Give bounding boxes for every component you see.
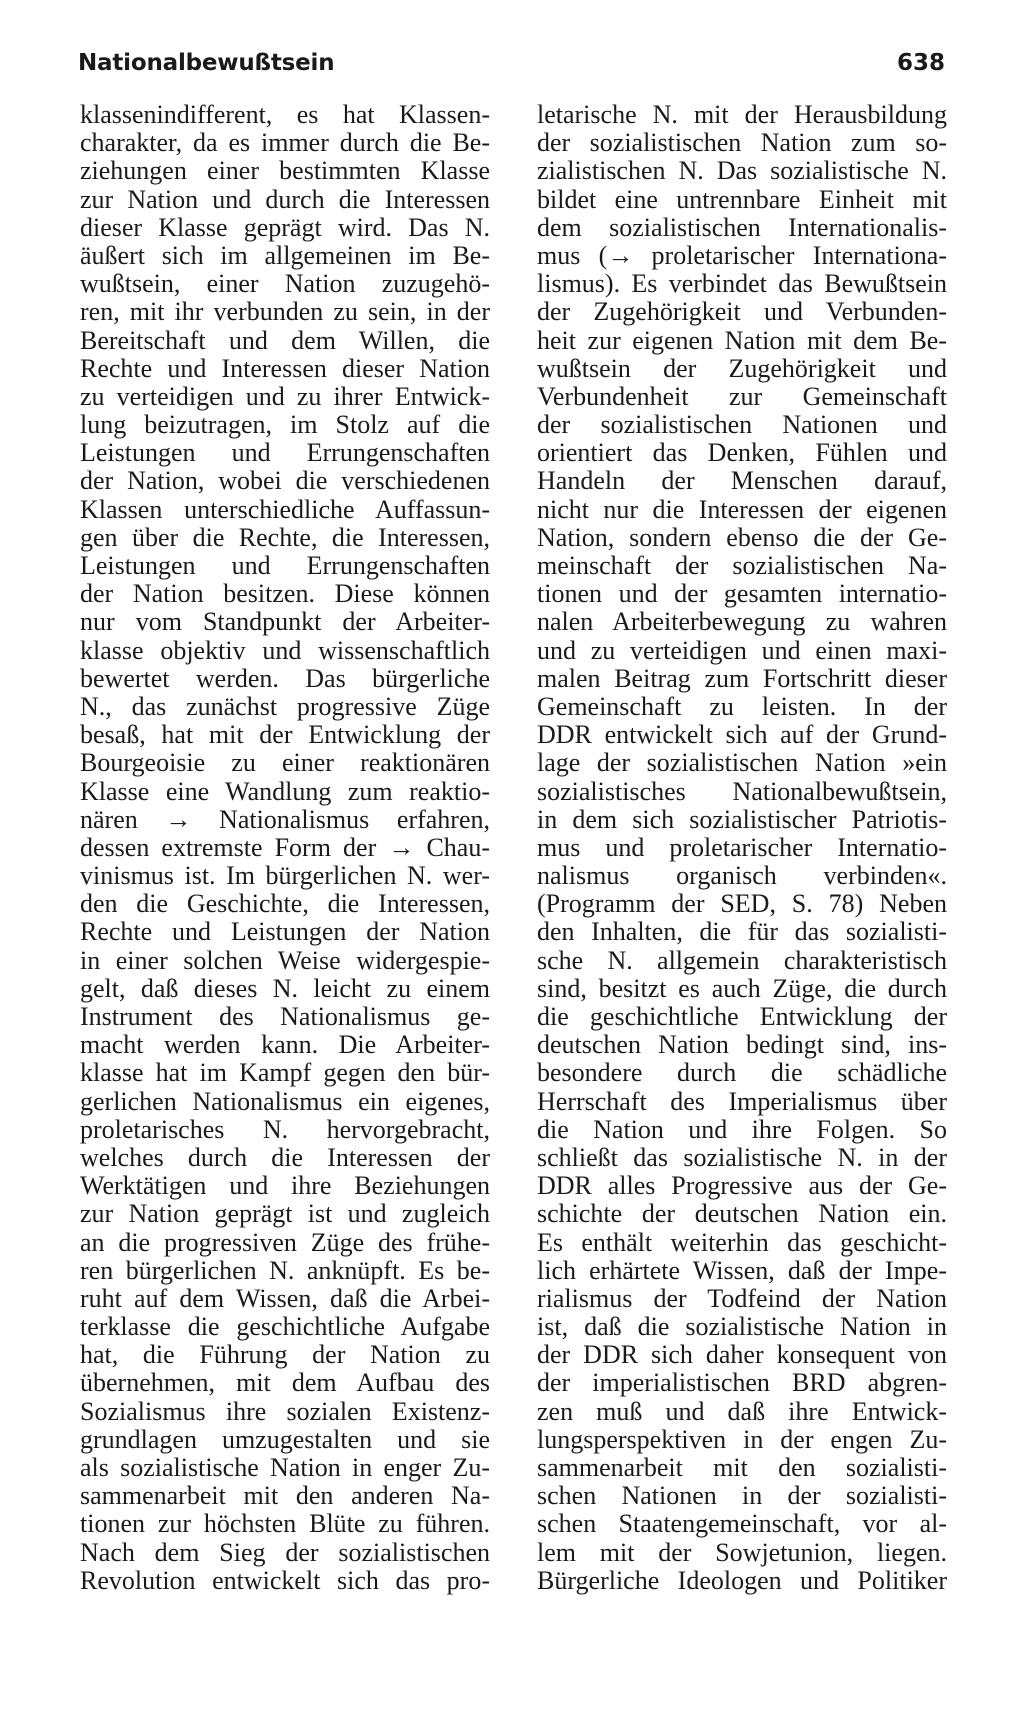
text-line: charakter, da es immer durch die Be- (80, 128, 490, 158)
text-line: besondere durch die schädliche (537, 1058, 947, 1088)
text-line: bewertet werden. Das bürgerliche (80, 663, 490, 693)
text-line: dessen extremste Form der → Chau- (80, 832, 490, 862)
text-line: Klasse eine Wandlung zum reaktio- (80, 776, 490, 806)
text-line: zur Nation geprägt ist und zugleich (80, 1199, 490, 1229)
text-line: ren bürgerlichen N. anknüpft. Es be- (80, 1255, 490, 1285)
text-line: zur Nation und durch die Interessen (80, 184, 490, 214)
text-line: äußert sich im allgemeinen im Be- (80, 240, 490, 270)
text-line: nären → Nationalismus erfahren, (80, 804, 490, 834)
text-line: (Programm der SED, S. 78) Neben (537, 889, 947, 919)
text-line: Rechte und Interessen dieser Nation (80, 353, 490, 383)
text-line: meinschaft der sozialistischen Na- (537, 551, 947, 580)
text-line: klassenindifferent, es hat Klassen- (80, 100, 490, 129)
text-line: dem sozialistischen Internationalis- (537, 212, 947, 242)
page-number: 638 (896, 50, 945, 76)
text-line: Herrschaft des Imperialismus über (537, 1086, 947, 1116)
text-line: sche N. allgemein charakteristisch (537, 945, 947, 975)
text-line: mus und proletarischer Internatio- (537, 832, 947, 862)
text-line: klasse hat im Kampf gegen den bür- (80, 1058, 490, 1088)
text-line: ruht auf dem Wissen, daß die Arbei- (80, 1283, 490, 1313)
text-line: lung beizutragen, im Stolz auf die (80, 410, 490, 440)
text-line: Es enthält weiterhin das geschicht- (537, 1227, 947, 1257)
text-line: lich erhärtete Wissen, daß der Impe- (537, 1255, 947, 1285)
text-line: nalismus organisch verbinden«. (537, 861, 947, 891)
page-header (78, 50, 945, 80)
text-line: zen muß und daß ihre Entwick- (537, 1396, 947, 1426)
text-line: vinismus ist. Im bürgerlichen N. wer- (80, 861, 490, 891)
text-line: Sozialismus ihre sozialen Existenz- (80, 1396, 490, 1426)
text-line: als sozialistische Nation in enger Zu- (80, 1453, 490, 1482)
text-line: zialistischen N. Das sozialistische N. (537, 156, 947, 186)
text-line: grundlagen umzugestalten und sie (80, 1424, 490, 1454)
text-line: Nation, sondern ebenso die der Ge- (537, 522, 947, 552)
text-line: zu verteidigen und zu ihrer Entwick- (80, 381, 490, 411)
text-line: schließt das sozialistische N. in der (537, 1142, 947, 1172)
text-line: übernehmen, mit dem Aufbau des (80, 1368, 490, 1398)
text-line: der sozialistischen Nationen und (537, 410, 947, 440)
text-line: nicht nur die Interessen der eigenen (537, 494, 947, 524)
text-line: Verbundenheit zur Gemeinschaft (537, 381, 947, 411)
text-line: gerlichen Nationalismus ein eigenes, (80, 1086, 490, 1116)
text-line: Klassen unterschiedliche Auffassun- (80, 494, 490, 524)
text-line: Instrument des Nationalismus ge- (80, 1002, 490, 1031)
text-line: mus (→ proletarischer Internationa- (537, 240, 947, 270)
text-line: Leistungen und Errungenschaften (80, 551, 490, 580)
text-line: lage der sozialistischen Nation »ein (537, 748, 947, 778)
text-line: tionen zur höchsten Blüte zu führen. (80, 1509, 490, 1539)
text-line: proletarisches N. hervorgebracht, (80, 1114, 490, 1144)
text-line: lismus). Es verbindet das Bewußtsein (537, 269, 947, 299)
text-line: hat, die Führung der Nation zu (80, 1340, 490, 1370)
text-line: schichte der deutschen Nation ein. (537, 1199, 947, 1229)
text-line: der sozialistischen Nation zum so- (537, 128, 947, 158)
text-line: dieser Klasse geprägt wird. Das N. (80, 212, 490, 242)
text-line: den Inhalten, die für das sozialisti- (537, 917, 947, 947)
text-line: klasse objektiv und wissenschaftlich (80, 635, 490, 665)
text-line: schen Staatengemeinschaft, vor al- (537, 1509, 947, 1539)
text-line: wußtsein, einer Nation zuzugehö- (80, 269, 490, 299)
text-line: welches durch die Interessen der (80, 1142, 490, 1172)
text-line: nalen Arbeiterbewegung zu wahren (537, 607, 947, 637)
text-line: Handeln der Menschen darauf, (537, 466, 947, 496)
text-line: DDR entwickelt sich auf der Grund- (537, 720, 947, 750)
text-line: Rechte und Leistungen der Nation (80, 917, 490, 947)
text-line: Werktätigen und ihre Beziehungen (80, 1171, 490, 1201)
left-text-column (80, 101, 490, 1595)
running-head-keyword: Nationalbewußtsein (78, 50, 335, 76)
text-line: der DDR sich daher konsequent von (537, 1340, 947, 1370)
text-line: den die Geschichte, die Interessen, (80, 889, 490, 919)
text-line: N., das zunächst progressive Züge (80, 691, 490, 721)
text-line: gen über die Rechte, die Interessen, (80, 522, 490, 552)
text-line: die Nation und ihre Folgen. So (537, 1114, 947, 1144)
text-line: DDR alles Progressive aus der Ge- (537, 1171, 947, 1201)
text-line: sammenarbeit mit den anderen Na- (80, 1481, 490, 1511)
text-line: sozialistisches Nationalbewußtsein, (537, 776, 947, 806)
text-line: orientiert das Denken, Fühlen und (537, 438, 947, 468)
text-line: Revolution entwickelt sich das pro- (80, 1565, 490, 1595)
text-line: Gemeinschaft zu leisten. In der (537, 691, 947, 721)
text-line: der Nation, wobei die verschiedenen (80, 466, 490, 496)
text-line: gelt, daß dieses N. leicht zu einem (80, 973, 490, 1003)
text-line: rialismus der Todfeind der Nation (537, 1283, 947, 1313)
right-text-column (537, 101, 947, 1595)
text-line: schen Nationen in der sozialisti- (537, 1481, 947, 1511)
text-line: und zu verteidigen und einen maxi- (537, 635, 947, 665)
text-line: in dem sich sozialistischer Patriotis- (537, 804, 947, 834)
text-line: tionen und der gesamten internatio- (537, 579, 947, 609)
text-line: Bürgerliche Ideologen und Politiker (537, 1565, 947, 1595)
text-line: sind, besitzt es auch Züge, die durch (537, 973, 947, 1003)
text-line: Bourgeoisie zu einer reaktionären (80, 748, 490, 778)
text-line: lem mit der Sowjetunion, liegen. (537, 1537, 947, 1567)
text-line: in einer solchen Weise widergespie- (80, 945, 490, 975)
text-line: ziehungen einer bestimmten Klasse (80, 156, 490, 186)
text-line: Nach dem Sieg der sozialistischen (80, 1537, 490, 1567)
text-line: nur vom Standpunkt der Arbeiter- (80, 607, 490, 637)
text-line: malen Beitrag zum Fortschritt dieser (537, 663, 947, 693)
text-line: deutschen Nation bedingt sind, ins- (537, 1030, 947, 1060)
text-line: terklasse die geschichtliche Aufgabe (80, 1312, 490, 1342)
text-line: Bereitschaft und dem Willen, die (80, 325, 490, 355)
text-line: letarische N. mit der Herausbildung (537, 100, 947, 129)
text-line: lungsperspektiven in der engen Zu- (537, 1424, 947, 1454)
text-line: ren, mit ihr verbunden zu sein, in der (80, 297, 490, 327)
text-line: heit zur eigenen Nation mit dem Be- (537, 325, 947, 355)
text-line: Leistungen und Errungenschaften (80, 438, 490, 468)
text-line: ist, daß die sozialistische Nation in (537, 1312, 947, 1342)
text-line: die geschichtliche Entwicklung der (537, 1002, 947, 1031)
text-line: der Nation besitzen. Diese können (80, 579, 490, 609)
text-line: macht werden kann. Die Arbeiter- (80, 1030, 490, 1060)
text-line: besaß, hat mit der Entwicklung der (80, 720, 490, 750)
text-line: bildet eine untrennbare Einheit mit (537, 184, 947, 214)
text-line: wußtsein der Zugehörigkeit und (537, 353, 947, 383)
text-line: an die progressiven Züge des frühe- (80, 1227, 490, 1257)
text-line: der imperialistischen BRD abgren- (537, 1368, 947, 1398)
text-line: der Zugehörigkeit und Verbunden- (537, 297, 947, 327)
text-line: sammenarbeit mit den sozialisti- (537, 1453, 947, 1482)
